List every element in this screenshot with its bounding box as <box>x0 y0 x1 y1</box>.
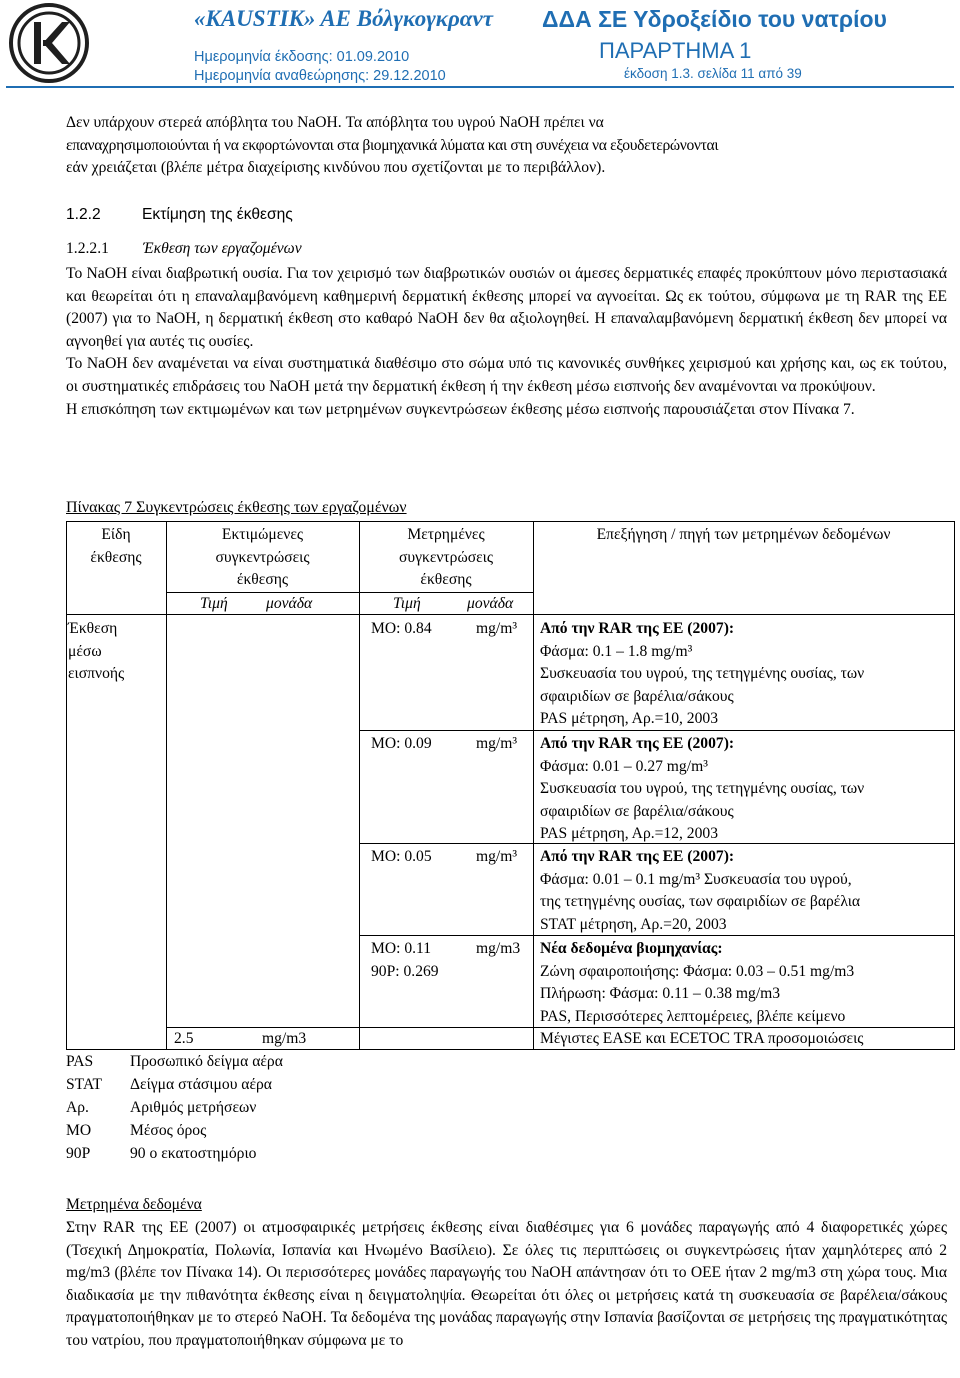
exposure-line: μέσω <box>68 642 102 660</box>
source-line: PAS μέτρηση, Αρ.=10, 2003 <box>540 710 718 728</box>
intro-line-2: επαναχρησιμοποιούνται ή να εκφορτώνονται στα βιομηχανικά λύματα και στη συνέχεια να εξουδετερώνονται <box>66 136 719 154</box>
header-dates <box>194 48 446 85</box>
measured-unit: mg/m³ <box>476 735 518 752</box>
source-cell <box>540 618 864 731</box>
measured-data-text: Στην RAR της ΕΕ (2007) οι ατμοσφαιρικές μετρήσεις έκθεσης είναι διαθέσιμες για 6 μονάδες παραγωγής από 4 διαφορετικές χώρες (Τσεχική Δημοκρατία, Πολωνία, Ισπανία και Ηνωμένο Βασίλειο). Σε όλες τις περιπτώσεις οι συγκεντρώσεις ήταν χαμηλότερες από 2 mg/m3 (βλέπε τον Πίνακα 14). Οι περισσότερες μονάδες παραγωγής του NaOH απάντησαν ότι το ΟΕΕ ήταν 2 mg/m3 στη χώρα τους. Μια διαδικασία με την πιθανότητα έκθεσης είναι η δειγματοληψία. Θεωρείται ότι όλες οι μετρήσεις κατά τη συσκευασία σε βαρέλεια/σάκους πραγματοποιήθηκαν με το στερεό NaOH. Τα δεδομένα της μονάδας παραγωγής στην Ισπανία βασίζονται σε μετρήσεις της πραγματικότητας του νατρίου, που πραγματοποιήθηκαν σύμφωνα με το <box>66 1219 947 1349</box>
legend-abbr: PAS <box>66 1053 94 1070</box>
estimated-source: Μέγιστες EASE και ECETOC TRA προσομοιώσεις <box>540 1030 864 1047</box>
measured-unit: mg/m³ <box>476 848 518 865</box>
header-line: Εκτιμώμενες <box>221 526 304 543</box>
subheader-unit-meas: μονάδα <box>467 595 514 612</box>
measured-value: ΜΟ: 0.09 <box>371 735 432 752</box>
measured-data-heading: Μετρημένα δεδομένα <box>66 1196 202 1213</box>
legend-text: Μέσος όρος <box>130 1122 207 1139</box>
source-title: Από την RAR της ΕΕ (2007): <box>540 620 735 637</box>
subsection-number: 1.2.2.1 <box>66 240 109 257</box>
legend-item <box>66 1074 272 1097</box>
header-line: συγκεντρώσεις <box>398 548 494 566</box>
source-title: Από την RAR της ΕΕ (2007): <box>540 735 735 752</box>
exposure-type-cell <box>68 618 124 686</box>
legend-item <box>66 1120 206 1143</box>
subheader-value-est: Τιμή <box>200 595 228 612</box>
table-caption: Πίνακας 7 Συγκεντρώσεις έκθεσης των εργαζομένων <box>66 499 407 516</box>
annex-label: ΠΑΡΑΡΤΗΜΑ 1 <box>599 38 752 63</box>
col-header-source: Επεξήγηση / πηγή των μετρημένων δεδομένων <box>596 526 891 543</box>
measured-value: ΜΟ: 0.11 <box>371 940 432 957</box>
table-col-divider <box>533 521 534 1050</box>
legend-item <box>66 1097 256 1120</box>
table-border-left <box>66 521 67 1050</box>
table-col-divider <box>166 521 167 1050</box>
source-title: Νέα δεδομένα βιομηχανίας: <box>540 940 723 957</box>
table-border-top <box>66 521 954 522</box>
source-line: Φάσμα: 0.01 – 0.1 mg/m³ Συσκευασία του υγρού, <box>540 870 852 888</box>
source-cell <box>540 846 860 936</box>
legend-text: Προσωπικό δείγμα αέρα <box>130 1053 283 1070</box>
source-line: PAS μέτρηση, Αρ.=12, 2003 <box>540 825 718 843</box>
measured-percentile: 90P: 0.269 <box>371 962 439 980</box>
legend-abbr: Αρ. <box>66 1099 89 1116</box>
section-title: Εκτίμηση της έκθεσης <box>142 206 293 223</box>
subsection-title: Έκθεση των εργαζομένων <box>143 240 302 257</box>
source-line: Συσκευασία του υγρού, της τετηγμένης ουσίας, των <box>540 780 865 798</box>
page-info: έκδοση 1.3. σελίδα 11 από 39 <box>624 66 802 81</box>
header-line: Είδη <box>101 526 131 543</box>
legend-item <box>66 1051 283 1074</box>
measured-value: ΜΟ: 0.84 <box>371 620 432 637</box>
header-line: συγκεντρώσεις <box>215 548 310 566</box>
section-number: 1.2.2 <box>66 206 101 223</box>
header-line: έκθεσης <box>236 571 289 589</box>
source-line: της τετηγμένης ουσίας, των σφαιριδίων σε βαρέλια <box>540 893 861 911</box>
intro-line-1: Δεν υπάρχουν στερεά απόβλητα του NaOH. Τα απόβλητα του υγρού NaOH πρέπει να <box>66 114 604 131</box>
legend-item <box>66 1143 256 1166</box>
paragraph-systemic: Το NaOH δεν αναμένεται να είναι συστηματικά διαθέσιμο στο σώμα υπό τις κανονικές συνθήκες χειρισμού και χρήσης και, ως εκ τούτου, οι συστηματικές επιδράσεις του NaOH μετά την δερματική έκθεση ή την έκθεση μέσω εισπνοής δεν αναμένονται να προκύψουν. <box>66 355 947 395</box>
legend-abbr: STAT <box>66 1076 103 1093</box>
legend-abbr: 90P <box>66 1145 91 1162</box>
issue-date: Ημερομηνία έκδοσης: 01.09.2010 <box>194 49 410 65</box>
legend-text: 90 ο εκατοστημόριο <box>130 1145 257 1162</box>
section-heading <box>66 206 293 224</box>
source-line: PAS, Περισσότερες λεπτομέρειες, βλέπε κείμενο <box>540 1007 846 1025</box>
table-col-divider <box>359 521 360 1050</box>
document-title: ΔΔΑ ΣΕ Υδροξείδιο του νατρίου <box>542 6 887 32</box>
company-logo-icon <box>8 2 90 84</box>
source-line: Συσκευασία του υγρού, της τετηγμένης ουσίας, των <box>540 665 865 683</box>
col-header-type <box>66 524 166 569</box>
source-line: Φάσμα: 0.1 – 1.8 mg/m³ <box>540 642 693 660</box>
intro-line-3: εάν χρειάζεται (βλέπε μέτρα διαχείρισης κινδύνου που σχετίζονται με το περιβάλλον). <box>66 159 606 177</box>
exposure-line: Έκθεση <box>68 620 118 637</box>
measured-unit: mg/m³ <box>476 620 518 637</box>
body-paragraphs <box>66 263 947 421</box>
source-title: Από την RAR της ΕΕ (2007): <box>540 848 735 865</box>
subsection-heading <box>66 240 302 258</box>
exposure-line: εισπνοής <box>68 665 125 683</box>
revision-date: Ημερομηνία αναθεώρησης: 29.12.2010 <box>194 67 446 84</box>
source-line: σφαιριδίων σε βαρέλια/σάκους <box>540 802 734 820</box>
header-line: έκθεσης <box>420 571 472 589</box>
measured-value: ΜΟ: 0.05 <box>371 848 432 865</box>
paragraph-dermal: Το NaOH είναι διαβρωτική ουσία. Για τον χειρισμό των διαβρωτικών ουσιών οι άμεσες δερματικές επαφές προκύπτουν μόνο περιστασιακά και θεωρείται ότι η επαναλαμβανόμενη καθημερινή δερματική έκθεσης μπορεί να αγνοείται. Ως εκ τούτου, σύμφωνα με τη RAR της ΕΕ (2007) για το NaOH, η δερματική έκθεση στο καθαρό NaOH δεν θα αξιολογηθεί. Η επαναλαμβανόμενη δερματική έκθεση δεν μπορεί να αγνοηθεί για αυτές τις ουσίες. <box>66 265 947 350</box>
legend-text: Αριθμός μετρήσεων <box>130 1099 257 1116</box>
source-cell <box>540 733 864 846</box>
source-cell <box>540 938 854 1028</box>
measured-unit: mg/m3 <box>476 940 521 957</box>
company-name: «KAUSTIK» AE Βόλγκογκραντ <box>194 6 493 31</box>
paragraph-overview: Η επισκόπηση των εκτιμωμένων και των μετρημένων συγκεντρώσεων έκθεσης μέσω εισπνοής παρουσιάζεται στον Πίνακα 7. <box>66 400 855 418</box>
source-line: STAT μέτρηση, Αρ.=20, 2003 <box>540 915 727 933</box>
header-line: Μετρημένες <box>407 526 485 543</box>
source-line: Ζώνη σφαιροποιήσης: Φάσμα: 0.03 – 0.51 mg/m3 <box>540 962 855 980</box>
source-line: σφαιριδίων σε βαρέλια/σάκους <box>540 687 734 705</box>
legend-abbr: ΜΟ <box>66 1122 92 1139</box>
legend-text: Δείγμα στάσιμου αέρα <box>130 1076 272 1093</box>
col-header-estimated <box>166 524 359 592</box>
header-line: έκθεσης <box>90 548 142 566</box>
intro-paragraph <box>66 112 947 180</box>
source-line: Πλήρωση: Φάσμα: 0.11 – 0.38 mg/m3 <box>540 985 781 1003</box>
col-header-measured <box>359 524 533 592</box>
measured-value-cell <box>371 938 439 983</box>
subheader-unit-est: μονάδα <box>266 595 313 612</box>
estimated-unit: mg/m3 <box>262 1030 307 1047</box>
estimated-value: 2.5 <box>174 1030 194 1047</box>
source-line: Φάσμα: 0.01 – 0.27 mg/m³ <box>540 757 708 775</box>
subheader-value-meas: Τιμή <box>393 595 421 612</box>
measured-data-paragraph <box>66 1217 947 1377</box>
table-border-right <box>954 521 955 1050</box>
header-divider <box>6 86 954 88</box>
